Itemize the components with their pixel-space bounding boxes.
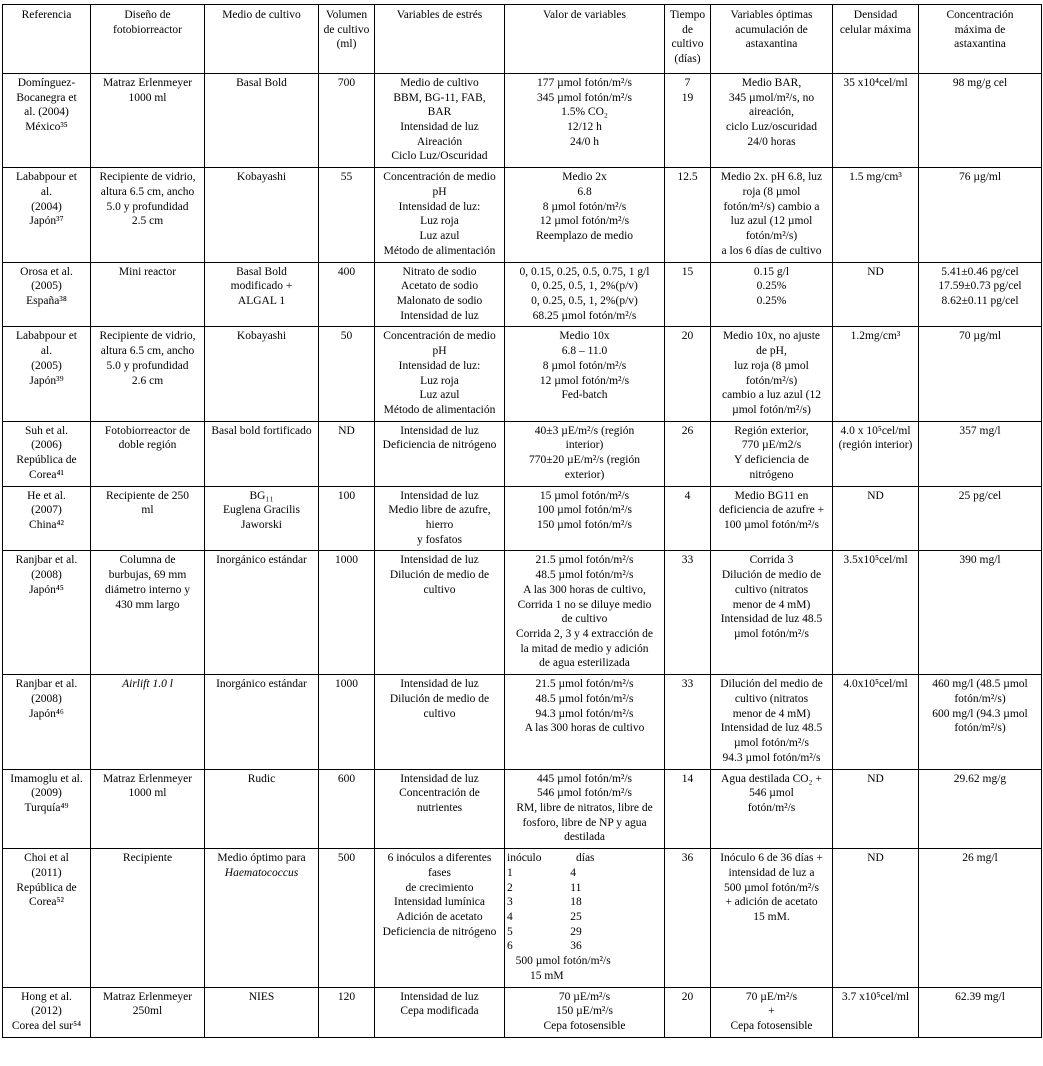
table-cell: Dilución del medio de cultivo (nitratos menor de 4 mM) Intensidad de luz 48.5 µmol fotón/m²/s 94.3 µmol fotón/m²/s bbox=[711, 675, 833, 769]
column-header: Variables óptimas acumulación de astaxantina bbox=[711, 5, 833, 74]
table-cell: inóculo días 1 4 2 11 3 18 4 25 5 29 6 36 500 µmol fotón/m²/s 15 mM bbox=[505, 849, 665, 987]
table-cell: 40±3 µE/m²/s (región interior) 770±20 µE/m²/s (región exterior) bbox=[505, 421, 665, 486]
table-row bbox=[3, 421, 1042, 486]
table-cell: 21.5 µmol fotón/m²/s 48.5 µmol fotón/m²/s A las 300 horas de cultivo, Corrida 1 no se diluye medio de cultivo Corrida 2, 3 y 4 extracción de la mitad de medio y adición de agua esterilizada bbox=[505, 551, 665, 675]
table-cell: 7 19 bbox=[665, 73, 711, 167]
table-row bbox=[3, 73, 1042, 167]
table-cell: Ranjbar et al. (2008) Japón⁴⁶ bbox=[3, 675, 91, 769]
table-cell: 400 bbox=[319, 262, 375, 327]
table-cell: 1000 bbox=[319, 675, 375, 769]
table-cell: ND bbox=[833, 262, 919, 327]
table-cell: Imamoglu et al. (2009) Turquía⁴⁹ bbox=[3, 769, 91, 849]
table-cell: Medio 2x. pH 6.8, luz roja (8 µmol fotón/m²/s) cambio a luz azul (12 µmol fotón/m²/s) a los 6 días de cultivo bbox=[711, 168, 833, 262]
table-cell: Lababpour et al. (2004) Japón³⁷ bbox=[3, 168, 91, 262]
table-cell: Matraz Erlenmeyer 1000 ml bbox=[91, 769, 205, 849]
table-row bbox=[3, 168, 1042, 262]
table-cell: Corrida 3 Dilución de medio de cultivo (nitratos menor de 4 mM) Intensidad de luz 48.5 µmol fotón/m²/s bbox=[711, 551, 833, 675]
table-cell: Concentración de medio pH Intensidad de luz: Luz roja Luz azul Método de alimentación bbox=[375, 168, 505, 262]
table-cell: 1000 bbox=[319, 551, 375, 675]
table-cell: Intensidad de luz Deficiencia de nitrógeno bbox=[375, 421, 505, 486]
table-cell: Mini reactor bbox=[91, 262, 205, 327]
table-cell: Medio 10x 6.8 – 11.0 8 µmol fotón/m²/s 12 µmol fotón/m²/s Fed-batch bbox=[505, 327, 665, 421]
table-cell: Lababpour et al. (2005) Japón³⁹ bbox=[3, 327, 91, 421]
table-cell: 3.5x10⁵cel/ml bbox=[833, 551, 919, 675]
table-cell: Columna de burbujas, 69 mm diámetro interno y 430 mm largo bbox=[91, 551, 205, 675]
table-cell: Recipiente de vidrio, altura 6.5 cm, ancho 5.0 y profundidad 2.5 cm bbox=[91, 168, 205, 262]
table-row bbox=[3, 769, 1042, 849]
table-cell: Hong et al. (2012) Corea del sur⁵⁴ bbox=[3, 987, 91, 1037]
table-cell: Intensidad de luz Concentración de nutrientes bbox=[375, 769, 505, 849]
table-cell: 3.7 x10⁵cel/ml bbox=[833, 987, 919, 1037]
table-row bbox=[3, 486, 1042, 551]
table-cell: Basal Bold modificado + ALGAL 1 bbox=[205, 262, 319, 327]
table-cell: 1.2mg/cm³ bbox=[833, 327, 919, 421]
table-cell: 460 mg/l (48.5 µmol fotón/m²/s) 600 mg/l (94.3 µmol fotón/m²/s) bbox=[919, 675, 1042, 769]
column-header: Medio de cultivo bbox=[205, 5, 319, 74]
table-cell: 20 bbox=[665, 987, 711, 1037]
table-cell: Medio BG11 en deficiencia de azufre + 100 µmol fotón/m²/s bbox=[711, 486, 833, 551]
table-cell: Intensidad de luz Medio libre de azufre, hierro y fosfatos bbox=[375, 486, 505, 551]
table-cell: 4 bbox=[665, 486, 711, 551]
table-cell: ND bbox=[833, 769, 919, 849]
table-head bbox=[3, 5, 1042, 74]
table-cell: Inorgánico estándar bbox=[205, 675, 319, 769]
table-cell: Kobayashi bbox=[205, 327, 319, 421]
table-cell: Intensidad de luz Cepa modificada bbox=[375, 987, 505, 1037]
table-row bbox=[3, 849, 1042, 987]
table-cell: 0.15 g/l 0.25% 0.25% bbox=[711, 262, 833, 327]
column-header: Valor de variables bbox=[505, 5, 665, 74]
table-cell: Matraz Erlenmeyer 1000 ml bbox=[91, 73, 205, 167]
table-cell: 35 x10⁴cel/ml bbox=[833, 73, 919, 167]
table-cell: Kobayashi bbox=[205, 168, 319, 262]
table-row bbox=[3, 327, 1042, 421]
table-cell: ND bbox=[319, 421, 375, 486]
table-cell: 15 µmol fotón/m²/s 100 µmol fotón/m²/s 150 µmol fotón/m²/s bbox=[505, 486, 665, 551]
table-cell: 76 µg/ml bbox=[919, 168, 1042, 262]
table-cell: 1.5 mg/cm³ bbox=[833, 168, 919, 262]
table-cell: 15 bbox=[665, 262, 711, 327]
table-cell: Fotobiorreactor de doble región bbox=[91, 421, 205, 486]
main-table bbox=[2, 4, 1042, 1038]
table-cell: BG₁₁ Euglena Gracilis Jaworski bbox=[205, 486, 319, 551]
table-cell: Nitrato de sodio Acetato de sodio Malonato de sodio Intensidad de luz bbox=[375, 262, 505, 327]
table-cell: Rudic bbox=[205, 769, 319, 849]
cell-text: Airlift 1.0 l bbox=[122, 678, 173, 691]
table-cell: 70 µg/ml bbox=[919, 327, 1042, 421]
table-cell: Medio BAR, 345 µmol/m²/s, no aireación, ciclo Luz/oscuridad 24/0 horas bbox=[711, 73, 833, 167]
table-cell: 5.41±0.46 pg/cel 17.59±0.73 pg/cel 8.62±0.11 pg/cel bbox=[919, 262, 1042, 327]
column-header: Referencia bbox=[3, 5, 91, 74]
table-cell: 100 bbox=[319, 486, 375, 551]
table-cell: Intensidad de luz Dilución de medio de cultivo bbox=[375, 551, 505, 675]
column-header: Densidad celular máxima bbox=[833, 5, 919, 74]
table-cell: Medio de cultivo BBM, BG-11, FAB, BAR Intensidad de luz Aireación Ciclo Luz/Oscuridad bbox=[375, 73, 505, 167]
table-cell: Ranjbar et al. (2008) Japón⁴⁵ bbox=[3, 551, 91, 675]
table-cell: NIES bbox=[205, 987, 319, 1037]
table-cell: Recipiente bbox=[91, 849, 205, 987]
table-cell: Choi et al (2011) República de Corea⁵² bbox=[3, 849, 91, 987]
table-cell: 6 inóculos a diferentes fases de crecimiento Intensidad lumínica Adición de acetato Deficiencia de nitrógeno bbox=[375, 849, 505, 987]
table-cell: Medio 2x 6.8 8 µmol fotón/m²/s 12 µmol fotón/m²/s Reemplazo de medio bbox=[505, 168, 665, 262]
table-cell: 98 mg/g cel bbox=[919, 73, 1042, 167]
table-cell: 0, 0.15, 0.25, 0.5, 0.75, 1 g/l 0, 0.25, 0.5, 1, 2%(p/v) 0, 0.25, 0.5, 1, 2%(p/v) 68.25 µmol fotón/m²/s bbox=[505, 262, 665, 327]
table-cell: 4.0 x 10⁵cel/ml (región interior) bbox=[833, 421, 919, 486]
column-header: Diseño de fotobiorreactor bbox=[91, 5, 205, 74]
table-cell: 50 bbox=[319, 327, 375, 421]
table-cell: Orosa et al. (2005) España³⁸ bbox=[3, 262, 91, 327]
table-cell: 600 bbox=[319, 769, 375, 849]
table-cell: 700 bbox=[319, 73, 375, 167]
column-header: Tiempo de cultivo (días) bbox=[665, 5, 711, 74]
table-cell: 21.5 µmol fotón/m²/s 48.5 µmol fotón/m²/s 94.3 µmol fotón/m²/s A las 300 horas de cultivo bbox=[505, 675, 665, 769]
column-header: Variables de estrés bbox=[375, 5, 505, 74]
table-cell: Agua destilada CO₂ + 546 µmol fotón/m²/s bbox=[711, 769, 833, 849]
table-cell: Recipiente de vidrio, altura 6.5 cm, ancho 5.0 y profundidad 2.6 cm bbox=[91, 327, 205, 421]
table-cell: Región exterior, 770 µE/m2/s Y deficiencia de nitrógeno bbox=[711, 421, 833, 486]
table-row bbox=[3, 675, 1042, 769]
table-cell: Medio óptimo para Haematococcus bbox=[205, 849, 319, 987]
table-body bbox=[3, 73, 1042, 1037]
table-row bbox=[3, 987, 1042, 1037]
table-cell: 357 mg/l bbox=[919, 421, 1042, 486]
table-cell: 25 pg/cel bbox=[919, 486, 1042, 551]
table-cell: Domínguez- Bocanegra et al. (2004) México³⁵ bbox=[3, 73, 91, 167]
table-cell: Recipiente de 250 ml bbox=[91, 486, 205, 551]
table-cell: Suh et al. (2006) República de Corea⁴¹ bbox=[3, 421, 91, 486]
table-cell: 26 mg/l bbox=[919, 849, 1042, 987]
table-row bbox=[3, 551, 1042, 675]
table-cell: Inorgánico estándar bbox=[205, 551, 319, 675]
table-cell: ND bbox=[833, 849, 919, 987]
table-cell: 445 µmol fotón/m²/s 546 µmol fotón/m²/s RM, libre de nitratos, libre de fosforo, libre de NP y agua destilada bbox=[505, 769, 665, 849]
table-cell: 20 bbox=[665, 327, 711, 421]
table-row bbox=[3, 262, 1042, 327]
table-cell: 12.5 bbox=[665, 168, 711, 262]
table-cell: ND bbox=[833, 486, 919, 551]
table-cell: 70 µE/m²/s 150 µE/m²/s Cepa fotosensible bbox=[505, 987, 665, 1037]
table-cell: 62.39 mg/l bbox=[919, 987, 1042, 1037]
table-cell: 29.62 mg/g bbox=[919, 769, 1042, 849]
table-cell: 177 µmol fotón/m²/s 345 µmol fotón/m²/s 1.5% CO₂ 12/12 h 24/0 h bbox=[505, 73, 665, 167]
table-cell: 33 bbox=[665, 551, 711, 675]
header-row bbox=[3, 5, 1042, 74]
table-cell: 55 bbox=[319, 168, 375, 262]
table-cell: 120 bbox=[319, 987, 375, 1037]
table-cell bbox=[91, 675, 205, 769]
table-cell: 390 mg/l bbox=[919, 551, 1042, 675]
table-cell: 26 bbox=[665, 421, 711, 486]
table-cell: 500 bbox=[319, 849, 375, 987]
table-cell: Medio 10x, no ajuste de pH, luz roja (8 µmol fotón/m²/s) cambio a luz azul (12 µmol fotón/m²/s) bbox=[711, 327, 833, 421]
table-cell: 36 bbox=[665, 849, 711, 987]
cell-text: Haematococcus bbox=[224, 866, 299, 879]
table-cell: Basal Bold bbox=[205, 73, 319, 167]
table-cell: He et al. (2007) China⁴² bbox=[3, 486, 91, 551]
table-cell: 70 µE/m²/s + Cepa fotosensible bbox=[711, 987, 833, 1037]
table-cell: 14 bbox=[665, 769, 711, 849]
column-header: Volumen de cultivo (ml) bbox=[319, 5, 375, 74]
table-cell: Matraz Erlenmeyer 250ml bbox=[91, 987, 205, 1037]
table-cell: 4.0x10⁵cel/ml bbox=[833, 675, 919, 769]
table-cell: Inóculo 6 de 36 días + intensidad de luz a 500 µmol fotón/m²/s + adición de acetato 15 mM. bbox=[711, 849, 833, 987]
table-cell: Basal bold fortificado bbox=[205, 421, 319, 486]
column-header: Concentración máxima de astaxantina bbox=[919, 5, 1042, 74]
table-cell: Intensidad de luz Dilución de medio de cultivo bbox=[375, 675, 505, 769]
table-cell: Concentración de medio pH Intensidad de luz: Luz roja Luz azul Método de alimentación bbox=[375, 327, 505, 421]
table-cell: 33 bbox=[665, 675, 711, 769]
